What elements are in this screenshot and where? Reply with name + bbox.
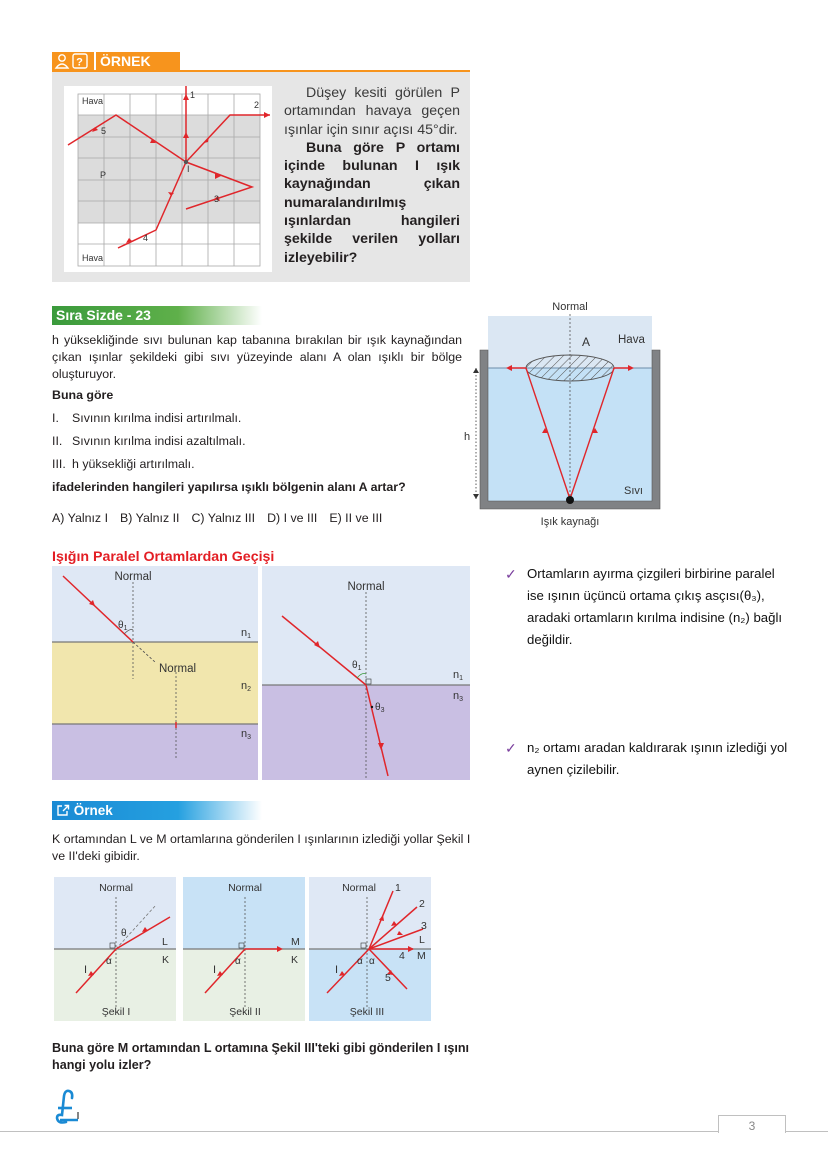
ornek2-text: K ortamından L ve M ortamlarına gönderilen I ışınlarının izlediği yollar Şekil I ve II'deki gibidir. xyxy=(52,832,471,863)
page-number: 3 xyxy=(718,1115,786,1133)
light-source-label: Işık kaynağı xyxy=(540,516,600,528)
statement-item: II. Sıvının kırılma indisi azaltılmalı. xyxy=(52,434,246,448)
svg-text:α: α xyxy=(369,956,375,967)
note-item: ✓ n₂ ortamı aradan kaldırarak ışının izlediği yol aynen çizilebilir. xyxy=(505,737,795,781)
check-icon: ✓ xyxy=(505,566,517,582)
figure-sekil-2 xyxy=(183,877,305,1021)
ornek-question xyxy=(284,84,460,267)
svg-text:5: 5 xyxy=(385,972,391,984)
medium-label: P xyxy=(100,170,107,180)
svg-text:1: 1 xyxy=(395,882,401,894)
ray-label: 3 xyxy=(214,194,220,204)
svg-text:K: K xyxy=(291,954,299,966)
ornek2-question: Buna göre M ortamından L ortamına Şekil III'teki gibi gönderilen I ışını hangi yolu izler? xyxy=(52,1041,470,1072)
sira-sizde-question: ifadelerinden hangileri yapılırsa ışıklı bölgenin alanı A artar? xyxy=(52,480,406,494)
normal-label: Normal xyxy=(552,301,588,313)
three-layer-figure xyxy=(52,566,258,780)
svg-text:?: ? xyxy=(76,56,84,69)
choice-c[interactable]: C) Yalnız III xyxy=(191,511,256,525)
svg-text:Normal: Normal xyxy=(228,882,262,894)
choice-d[interactable]: D) I ve III xyxy=(267,511,318,525)
ray-label: 5 xyxy=(101,126,107,136)
ornek-paragraph-1: Düşey kesiti görülen P ortamından havaya geçen ışınlar için sınır açısı 45°dir. xyxy=(284,85,460,138)
svg-text:Normal: Normal xyxy=(342,882,376,894)
svg-text:α: α xyxy=(357,956,363,967)
statement-item: I. Sıvının kırılma indisi artırılmalı. xyxy=(52,411,242,425)
air-label: Hava xyxy=(618,334,645,346)
svg-text:θ3: $\theta_3$ xyxy=(375,702,385,714)
svg-text:n2: n2 xyxy=(241,680,252,693)
choice-e[interactable]: E) II ve III xyxy=(329,511,383,525)
svg-text:Normal: Normal xyxy=(99,882,133,894)
ornek2-header xyxy=(52,801,262,820)
svg-text:L: L xyxy=(162,936,168,948)
ray-label: 2 xyxy=(254,100,260,110)
air-bottom-label: Hava xyxy=(82,253,104,263)
svg-text:L: L xyxy=(419,934,425,946)
svg-text:θ1: $\theta_1$ xyxy=(352,660,362,672)
svg-text:K: K xyxy=(162,954,170,966)
sira-sizde-title: Sıra Sizde - 23 xyxy=(52,306,262,325)
notes-list xyxy=(505,563,795,781)
footer-rule xyxy=(0,1131,828,1132)
svg-text:M: M xyxy=(291,936,300,948)
svg-text:n3: n3 xyxy=(453,690,464,703)
svg-text:α: α xyxy=(106,956,112,967)
svg-text:n1: n1 xyxy=(241,627,252,640)
grid-ray-figure xyxy=(64,86,272,272)
svg-text:4: 4 xyxy=(399,950,405,962)
svg-text:I: I xyxy=(84,964,88,976)
figure-caption: Şekil I xyxy=(101,1006,131,1018)
figure-sekil-3 xyxy=(309,877,431,1021)
svg-text:I: I xyxy=(335,964,339,976)
area-label: A xyxy=(582,335,591,349)
normal-label: Normal xyxy=(347,581,385,593)
svg-text:2: 2 xyxy=(419,898,425,910)
choice-b[interactable]: B) Yalnız II xyxy=(120,511,180,525)
normal-label: Normal xyxy=(159,663,197,675)
normal-label: Normal xyxy=(114,571,152,583)
ray-label: 1 xyxy=(190,90,196,100)
sira-sizde-intro: h yüksekliğinde sıvı bulunan kap tabanına bırakılan bir ışık kaynağından çıkan ışınlar şekildeki gibi sıvı yüzeyinde alanı A olan ışıklı bir bölge oluşturuyor. xyxy=(52,333,462,381)
figure-caption: Şekil II xyxy=(229,1006,261,1018)
figure-caption: Şekil III xyxy=(349,1006,385,1018)
sira-sizde-body xyxy=(52,332,462,496)
check-icon: ✓ xyxy=(505,740,517,756)
liquid-container-figure xyxy=(464,296,670,536)
ornek-paragraph-2: Buna göre P ortamı içinde bulunan I ışık kaynağından çıkan numaralandırılmış ışınlardan hangileri şekilde verilen yolları izleyebilir? xyxy=(284,139,460,266)
height-label: h xyxy=(464,431,471,443)
liquid-label: Sıvı xyxy=(624,485,643,497)
answer-choices xyxy=(52,511,382,525)
svg-text:θ1: $\theta_1$ xyxy=(118,620,128,632)
figure-sekil-1 xyxy=(54,877,176,1021)
svg-text:I: I xyxy=(213,964,217,976)
external-link-icon xyxy=(56,804,70,816)
statement-item: III. h yüksekliği artırılmalı. xyxy=(52,457,195,471)
sira-sizde-lead: Buna göre xyxy=(52,388,114,402)
source-label: I xyxy=(187,164,190,174)
ornek-title: ÖRNEK xyxy=(96,52,180,70)
svg-text:α: α xyxy=(235,956,241,967)
person-question-icon xyxy=(52,52,94,70)
svg-text:n1: n1 xyxy=(453,669,464,682)
air-top-label: Hava xyxy=(82,96,104,106)
svg-text:3: 3 xyxy=(421,920,427,932)
note-item: ✓ Ortamların ayırma çizgileri birbirine paralel ise ışının üçüncü ortama çıkış asçısı(θ₃), aradaki ortamların kırılma indisine (n₂) bağlı değildir. xyxy=(505,563,795,651)
section-title: Işığın Paralel Ortamlardan Geçişi xyxy=(52,549,275,565)
svg-text:n3: n3 xyxy=(241,728,252,741)
publisher-logo xyxy=(52,1088,86,1128)
choice-a[interactable]: A) Yalnız I xyxy=(52,511,109,525)
two-layer-figure xyxy=(262,566,470,780)
svg-text:M: M xyxy=(417,950,426,962)
ornek2-title: Örnek xyxy=(73,803,113,818)
svg-text:θ: θ xyxy=(121,928,127,939)
ray-label: 4 xyxy=(143,233,149,243)
